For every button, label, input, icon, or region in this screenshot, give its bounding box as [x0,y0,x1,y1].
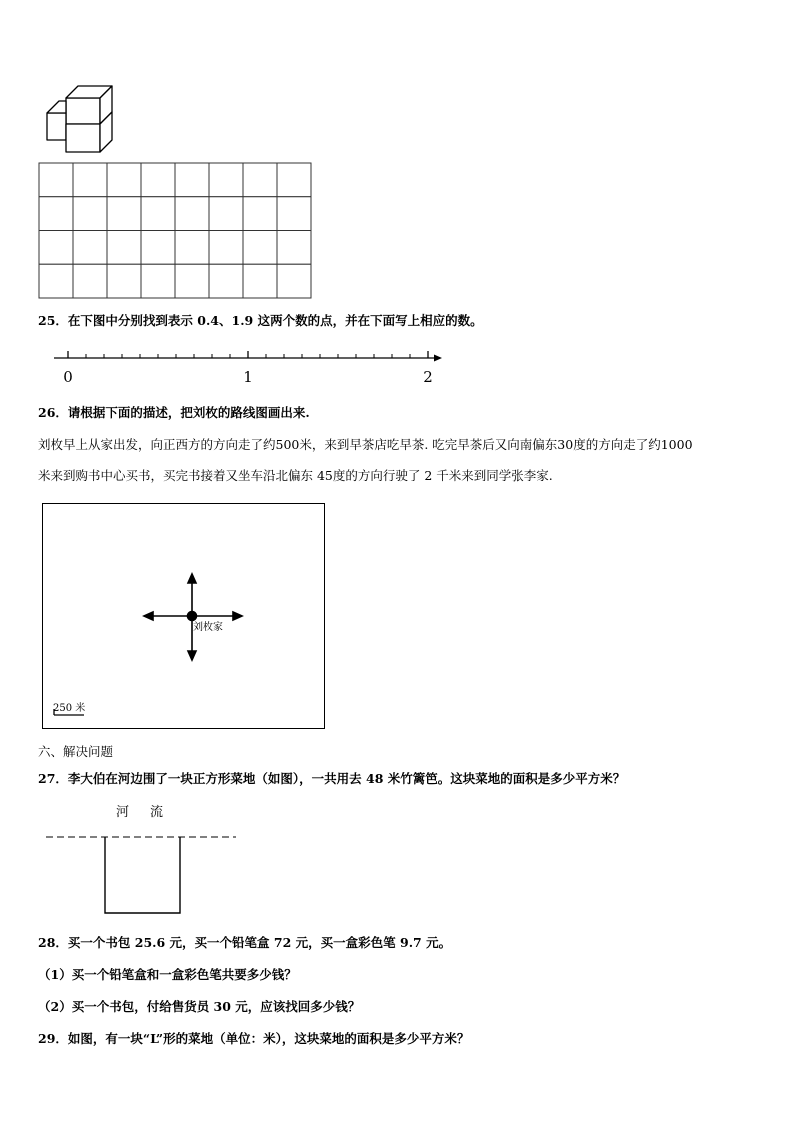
grid-cell [141,197,175,231]
grid-cell [209,163,243,197]
east-arrow-icon [233,612,242,620]
question-label: 25． [38,313,68,328]
grid-cell [73,264,107,298]
grid-cell [175,264,209,298]
grid-cell [39,163,73,197]
grid-cell [107,231,141,265]
grid-cell [277,231,311,265]
question-28 [38,934,451,952]
question-label: 28． [38,935,68,950]
cube-figure [44,76,124,156]
grid-cell [39,231,73,265]
question-27 [38,770,625,788]
section-title: 六、解决问题 [38,744,114,759]
grid-cell [141,163,175,197]
grid-cell [107,197,141,231]
cube-front-front [66,124,100,152]
grid-cell [243,163,277,197]
question-text: 李大伯在河边围了一块正方形菜地（如图），一共用去 48 米竹篱笆。这块菜地的面积是多少平方米？ [67,771,626,786]
scale-label: 250 米 [53,703,86,714]
north-arrow-icon [188,574,196,583]
question-26-line2: 米来到购书中心买书，买完书接着又坐车沿北偏东 45度的方向行驶了 2 千米来到同学张李家. [38,468,553,483]
south-arrow-icon [188,651,196,660]
tick-label: 2 [423,368,433,386]
cube-top-front [66,98,100,124]
vegetable-plot-figure [44,832,244,918]
grid-cell [107,264,141,298]
grid-cell [209,231,243,265]
question-label: 27． [38,771,68,786]
grid-cell [277,163,311,197]
question-26 [38,404,310,422]
grid-cell [107,163,141,197]
grid-cell [141,231,175,265]
grid-cell [73,163,107,197]
grid-cell [175,197,209,231]
grid-cell [243,264,277,298]
tick-label: 1 [243,368,253,386]
grid-cell [277,264,311,298]
grid-cell [73,231,107,265]
route-map [42,503,325,729]
cube-left-top [47,101,66,113]
question-28-sub1: （1）买一个铅笔盒和一盒彩色笔共要多少钱？ [38,967,297,982]
grid-cell [141,264,175,298]
grid-cell [209,264,243,298]
tick-label: 0 [63,368,73,386]
grid-cell [39,264,73,298]
river-label-2: 流 [150,805,164,820]
grid-cell [73,197,107,231]
compass-svg [42,503,325,729]
home-label: 刘枚家 [193,622,223,633]
cube-left-front [47,113,66,140]
grid-cell [243,231,277,265]
grid-cell [175,163,209,197]
question-text: 请根据下面的描述，把刘枚的路线图画出来. [67,405,310,420]
question-text: 在下图中分别找到表示 0.4、1.9 这两个数的点，并在下面写上相应的数。 [67,313,483,328]
grid-cell [243,197,277,231]
grid-cell [209,197,243,231]
grid-cell [277,197,311,231]
question-29 [38,1030,469,1048]
west-arrow-icon [144,612,153,620]
question-text: 如图，有一块“L”形的菜地（单位：米），这块菜地的面积是多少平方米？ [67,1031,470,1046]
question-25 [38,312,483,330]
question-26-line1: 刘枚早上从家出发，向正西方的方向走了约500米，来到早茶店吃早茶. 吃完早茶后又向南偏东30度的方向走了约1000 [38,437,693,452]
grid-cell [39,197,73,231]
question-text: 买一个书包 25.6 元，买一个铅笔盒 72 元，买一盒彩色笔 9.7 元。 [67,935,452,950]
number-line [50,344,450,388]
answer-grid [38,162,314,300]
question-28-sub2: （2）买一个书包，付给售货员 30 元，应该找回多少钱？ [38,999,361,1014]
square-plot [105,837,180,913]
river-label-1: 河 [116,805,130,820]
question-label: 26． [38,405,68,420]
question-label: 29． [38,1031,68,1046]
axis-arrow-icon [434,355,442,362]
grid-cell [175,231,209,265]
